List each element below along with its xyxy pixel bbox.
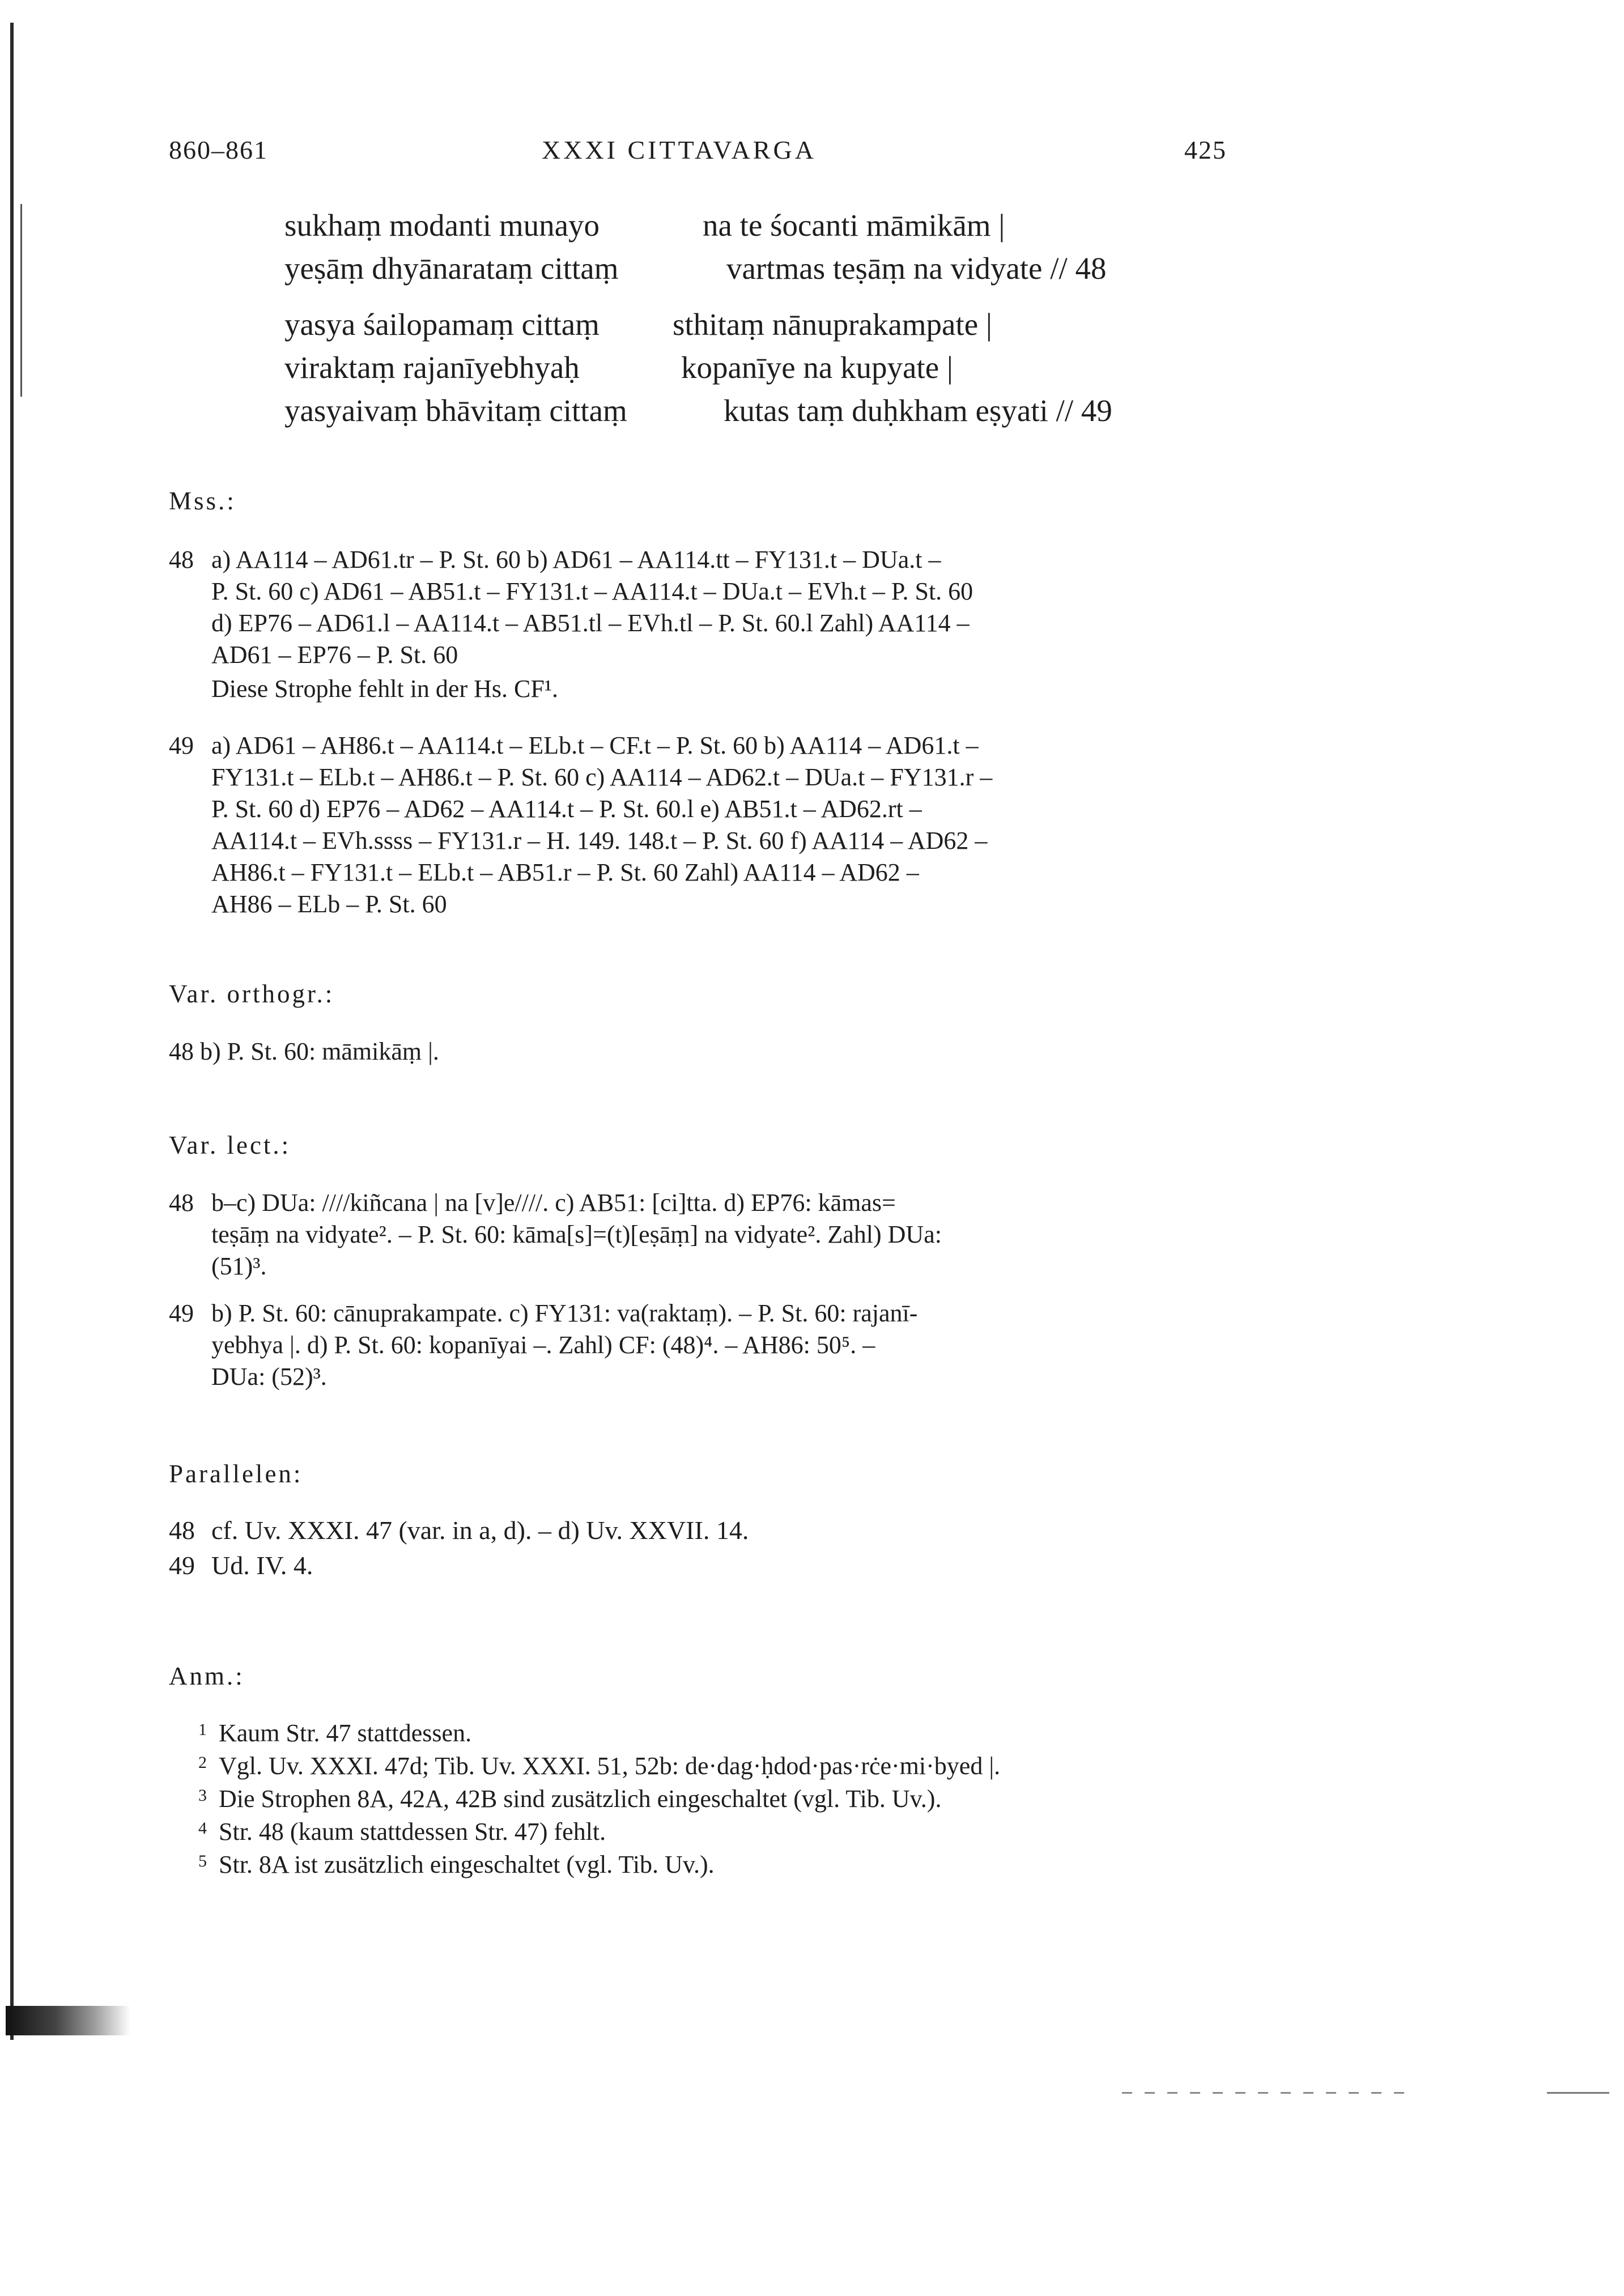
parallel-row bbox=[169, 1513, 749, 1548]
entry-number: 48 bbox=[169, 1189, 194, 1217]
verse-pada-e: yasyaivaṃ bhāvitaṃ cittaṃ bbox=[284, 393, 627, 428]
entry-line: AH86.t – FY131.t – ELb.t – AB51.r – P. St. 60 Zahl) AA114 – AD62 – bbox=[211, 858, 919, 886]
footnote-text: Str. 8A ist zusätzlich eingeschaltet (vgl. Tib. Uv.). bbox=[219, 1851, 715, 1878]
mss-entry-48 bbox=[169, 544, 1234, 671]
apparatus-entry bbox=[169, 544, 1234, 671]
verse-pada-a: sukhaṃ modanti munayo bbox=[284, 208, 600, 243]
verse-pada-b: na te śocanti māmikām | bbox=[703, 208, 1005, 243]
parallelen-list bbox=[169, 1513, 749, 1583]
var-orthogr-line: 48 b) P. St. 60: māmikāṃ |. bbox=[169, 1038, 439, 1065]
entry-number: 48 bbox=[169, 1516, 195, 1545]
footnote-marker: 4 bbox=[198, 1819, 207, 1838]
footnotes bbox=[198, 1717, 1000, 1881]
entry-line: d) EP76 – AD61.l – AA114.t – AB51.tl – EVh.tl – P. St. 60.l Zahl) AA114 – bbox=[211, 609, 970, 637]
verse-pada-c: yeṣāṃ dhyānarataṃ cittaṃ bbox=[284, 251, 619, 286]
binding-edge-shadow bbox=[10, 23, 14, 2040]
var-orthogr-heading: Var. orthogr.: bbox=[169, 980, 335, 1008]
var-lect-entry-48 bbox=[169, 1187, 1234, 1282]
apparatus-entry bbox=[169, 1298, 1234, 1393]
entry-number: 49 bbox=[169, 1299, 194, 1327]
mss-entry-49 bbox=[169, 730, 1234, 920]
entry-line: (51)³. bbox=[211, 1252, 267, 1280]
footnote-marker: 2 bbox=[198, 1753, 207, 1772]
parallelen-heading: Parallelen: bbox=[169, 1460, 303, 1488]
running-header bbox=[169, 135, 1245, 169]
footnote bbox=[198, 1783, 1000, 1815]
verse-pada-f: kutas taṃ duḥkham eṣyati // 49 bbox=[724, 393, 1112, 428]
entry-line: b–c) DUa: ////kiñcana | na [v]e////. c) AB51: [ci]tta. d) EP76: kāmas= bbox=[211, 1189, 896, 1217]
entry-line: AD61 – EP76 – P. St. 60 bbox=[211, 641, 458, 669]
parallel-text: cf. Uv. XXXI. 47 (var. in a, d). – d) Uv. XXVII. 14. bbox=[211, 1516, 749, 1545]
footnote-text: Die Strophen 8A, 42A, 42B sind zusätzlich eingeschaltet (vgl. Tib. Uv.). bbox=[219, 1785, 942, 1813]
entry-line: AH86 – ELb – P. St. 60 bbox=[211, 890, 447, 918]
verse-pada-c: viraktaṃ rajanīyebhyaḥ bbox=[284, 350, 580, 385]
footnote bbox=[198, 1750, 1000, 1783]
entry-line: a) AD61 – AH86.t – AA114.t – ELb.t – CF.t – P. St. 60 b) AA114 – AD61.t – bbox=[211, 732, 979, 759]
footnote-text: Str. 48 (kaum stattdessen Str. 47) fehlt. bbox=[219, 1818, 606, 1846]
verse-pada-b: sthitaṃ nānuprakampate | bbox=[673, 307, 992, 342]
page-number: 425 bbox=[1184, 135, 1227, 164]
entry-line: yebhya |. d) P. St. 60: kopanīyai –. Zahl) CF: (48)⁴. – AH86: 50⁵. – bbox=[211, 1331, 875, 1359]
scan-smudge bbox=[6, 2006, 130, 2035]
footnote bbox=[198, 1848, 1000, 1881]
apparatus-entry bbox=[169, 1187, 1234, 1282]
footnote-text: Kaum Str. 47 stattdessen. bbox=[219, 1719, 472, 1747]
scan-dots bbox=[1122, 2092, 1417, 2094]
entry-number: 49 bbox=[169, 732, 194, 759]
entry-number: 49 bbox=[169, 1551, 195, 1580]
entry-line: P. St. 60 d) EP76 – AD62 – AA114.t – P. St. 60.l e) AB51.t – AD62.rt – bbox=[211, 795, 922, 823]
entry-line: teṣāṃ na vidyate². – P. St. 60: kāma[s]=(t)[eṣāṃ] na vidyate². Zahl) DUa: bbox=[211, 1221, 942, 1248]
anm-heading: Anm.: bbox=[169, 1662, 245, 1690]
apparatus-entry bbox=[169, 730, 1234, 920]
entry-number: 48 bbox=[169, 546, 194, 573]
footnote-marker: 3 bbox=[198, 1786, 207, 1805]
entry-line: a) AA114 – AD61.tr – P. St. 60 b) AD61 – AA114.tt – FY131.t – DUa.t – bbox=[211, 546, 941, 573]
verse-pada-d: kopanīye na kupyate | bbox=[681, 350, 953, 385]
entry-line: FY131.t – ELb.t – AH86.t – P. St. 60 c) AA114 – AD62.t – DUa.t – FY131.r – bbox=[211, 763, 993, 791]
missing-strophe-note: Diese Strophe fehlt in der Hs. CF¹. bbox=[211, 675, 559, 703]
footnote bbox=[198, 1815, 1000, 1848]
verse-pada-a: yasya śailopamaṃ cittaṃ bbox=[284, 307, 600, 342]
scan-line bbox=[1547, 2092, 1609, 2094]
page-range: 860–861 bbox=[169, 135, 268, 164]
entry-line: b) P. St. 60: cānuprakampate. c) FY131: va(raktaṃ). – P. St. 60: rajanī- bbox=[211, 1299, 918, 1327]
var-lect-entry-49 bbox=[169, 1298, 1234, 1393]
entry-line: DUa: (52)³. bbox=[211, 1363, 327, 1391]
parallel-text: Ud. IV. 4. bbox=[211, 1551, 313, 1580]
parallel-row bbox=[169, 1548, 749, 1583]
footnote-marker: 1 bbox=[198, 1720, 207, 1739]
var-lect-heading: Var. lect.: bbox=[169, 1131, 291, 1159]
entry-line: AA114.t – EVh.ssss – FY131.r – H. 149. 148.t – P. St. 60 f) AA114 – AD62 – bbox=[211, 827, 988, 854]
binding-edge-mark bbox=[20, 204, 22, 397]
entry-line: P. St. 60 c) AD61 – AB51.t – FY131.t – AA114.t – DUa.t – EVh.t – P. St. 60 bbox=[211, 577, 973, 605]
chapter-title: XXXI CITTAVARGA bbox=[542, 135, 817, 164]
mss-heading: Mss.: bbox=[169, 487, 236, 515]
footnote-text: Vgl. Uv. XXXI. 47d; Tib. Uv. XXXI. 51, 52b: de·dag·ḥdod·pas·rċe·mi·byed |. bbox=[219, 1752, 1001, 1780]
verse-pada-d: vartmas teṣāṃ na vidyate // 48 bbox=[726, 251, 1107, 286]
footnote bbox=[198, 1717, 1000, 1750]
footnote-marker: 5 bbox=[198, 1852, 207, 1870]
